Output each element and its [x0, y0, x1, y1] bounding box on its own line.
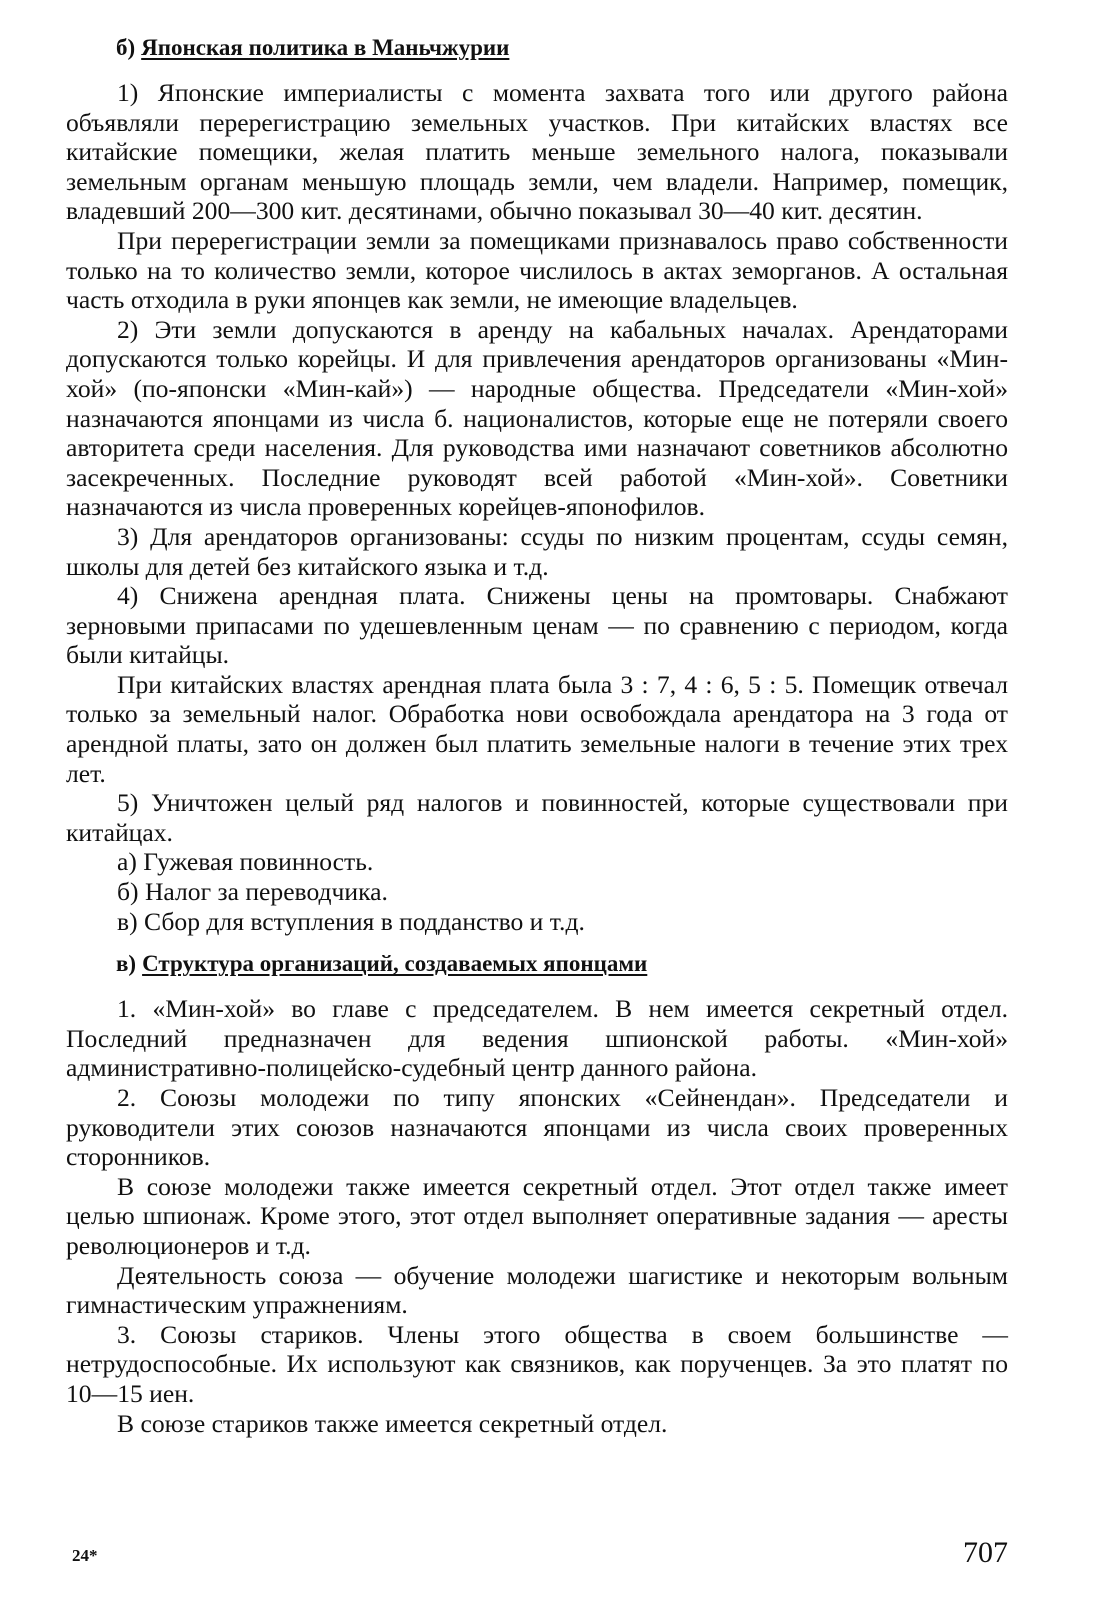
section-heading-v	[116, 948, 1008, 980]
list-item: а) Гужевая повинность.	[117, 847, 374, 877]
page-footer	[66, 1536, 1008, 1570]
paragraph: В союзе молодежи также имеется секретный отдел. Этот отдел также имеет целью шпионаж. Кроме этого, этот отдел выполняет оперативные задания — аресты революционеров и т.д.	[66, 1171, 1008, 1260]
document-page	[66, 20, 1008, 1438]
paragraph: 5) Уничтожен целый ряд налогов и повинностей, которые существовали при китайцах.	[66, 788, 1008, 847]
section-letter-b: б)	[116, 35, 136, 60]
page-number: 707	[963, 1536, 1008, 1569]
paragraph: При перерегистрации земли за помещиками признавалось право собственности только на то количество земли, которое числилось в актах земорганов. А остальная часть отходила в руки японцев как земли, не имеющие владельцев.	[66, 225, 1008, 315]
printer-signature: 24*	[72, 1546, 98, 1565]
section-title-v: Структура организаций, создаваемых японцами	[142, 951, 648, 977]
paragraph: 1) Японские империалисты с момента захвата того или другого района объявляли перерегистрацию земельных участков. При китайских властях все китайские помещики, желая платить меньше земельного налога, показывали земельным органам меньшую площадь земли, чем владели. Например, помещик, владевший 200—300 кит. десятинами, обычно показывал 30—40 кит. десятин.	[66, 78, 1008, 226]
list-item: б) Налог за переводчика.	[117, 877, 388, 907]
paragraph: Деятельность союза — обучение молодежи шагистике и некоторым вольным гимнастическим упражнениям.	[66, 1260, 1008, 1320]
section-heading-b	[116, 32, 1008, 64]
list-item: в) Сбор для вступления в подданство и т.д.	[117, 906, 585, 936]
paragraph: 3. Союзы стариков. Члены этого общества в своем большинстве — нетрудоспособные. Их используют как связников, как порученцев. За это платят по 10—15 иен.	[66, 1319, 1008, 1408]
paragraph: 2. Союзы молодежи по типу японских «Сейнендан». Председатели и руководители этих союзов назначаются японцами из числа своих проверенных сторонников.	[66, 1083, 1008, 1172]
section-title-b: Японская политика в Маньчжурии	[141, 35, 510, 60]
paragraph: 4) Снижена арендная плата. Снижены цены на промтовары. Снабжают зерновыми припасами по удешевленным ценам — по сравнению с периодом, когда были китайцы.	[66, 581, 1008, 670]
paragraph: В союзе стариков также имеется секретный отдел.	[117, 1408, 668, 1438]
paragraph: 1. «Мин-хой» во главе с председателем. В нем имеется секретный отдел. Последний предназначен для ведения шпионской работы. «Мин-хой» административно-полицейско-судебный центр данного района.	[66, 994, 1008, 1083]
section-letter-v: в)	[116, 951, 137, 977]
paragraph: 3) Для арендаторов организованы: ссуды по низким процентам, ссуды семян, школы для детей без китайского языка и т.д.	[66, 521, 1008, 581]
paragraph: При китайских властях арендная плата была 3 : 7, 4 : 6, 5 : 5. Помещик отвечал только за земельный налог. Обработка нови освобождала арендатора на 3 года от арендной платы, зато он должен был платить земельные налоги в течение этих трех лет.	[66, 669, 1008, 788]
paragraph: 2) Эти земли допускаются в аренду на кабальных началах. Арендаторами допускаются только корейцы. И для привлечения арендаторов организованы «Мин-хой» (по-японски «Мин-кай») — народные общества. Председатели «Мин-хой» назначаются японцами из числа б. националистов, которые еще не потеряли своего авторитета среди населения. Для руководства ими назначают советников абсолютно засекреченных. Последние руководят всей работой «Мин-хой». Советники назначаются из числа проверенных корейцев-японофилов.	[66, 314, 1008, 522]
